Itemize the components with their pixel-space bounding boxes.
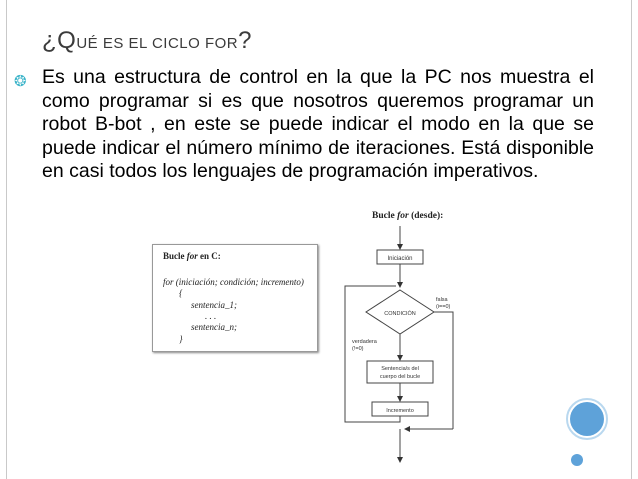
- flowchart-title-keyword: for: [397, 211, 409, 221]
- code-caption: [163, 251, 221, 261]
- flowchart: [330, 224, 470, 472]
- false-label: falsa: [436, 297, 448, 303]
- condition-label: CONDICIÓN: [384, 311, 416, 317]
- true-sub-label: (!=0): [352, 346, 364, 352]
- code-caption-prefix: Bucle: [163, 251, 187, 261]
- bullet-icon: ❂: [14, 73, 27, 90]
- code-figure: [152, 244, 318, 352]
- code-line: sentencia_1;: [191, 300, 237, 310]
- body-label-2: cuerpo del bucle: [379, 374, 421, 380]
- deco-circle-large: [570, 402, 604, 436]
- code-caption-suffix: en C:: [197, 251, 221, 261]
- title-open: ¿Q: [42, 27, 77, 54]
- code-caption-keyword: for: [186, 251, 198, 261]
- code-line: {: [179, 288, 183, 298]
- false-branch-line: [434, 312, 453, 429]
- code-line: }: [179, 334, 183, 344]
- init-label: Iniciación: [387, 256, 413, 262]
- true-label: verdadera: [352, 339, 377, 345]
- decorative-circles-icon: [566, 398, 638, 479]
- bullet-text: Es una estructura de control en la que la PC nos muestra el como programar si es que nosotros queremos programar un robot B-bot , en este se puede indicar el modo en la que se puede indicar el número mínimo de iteraciones. Está disponible en casi todos los lenguajes de programación imperativos.: [42, 66, 594, 182]
- body-label-1: Sentencia/s del: [381, 366, 419, 372]
- flowchart-title: [372, 211, 443, 221]
- left-border-line: [6, 0, 7, 479]
- false-sub-label: (i==0): [436, 304, 451, 310]
- flowchart-title-prefix: Bucle: [372, 211, 398, 221]
- increment-label: Incremento: [386, 408, 414, 414]
- code-line: for (iniciación; condición; incremento): [163, 277, 304, 287]
- code-line: sentencia_n;: [191, 322, 237, 332]
- deco-circle-small: [571, 454, 583, 466]
- title-close: ?: [238, 27, 252, 54]
- code-line: . . .: [205, 311, 217, 321]
- flowchart-title-suffix: (desde):: [408, 211, 444, 221]
- slide-title: [42, 27, 252, 55]
- title-small-caps: UÉ ES EL CICLO FOR: [76, 35, 239, 52]
